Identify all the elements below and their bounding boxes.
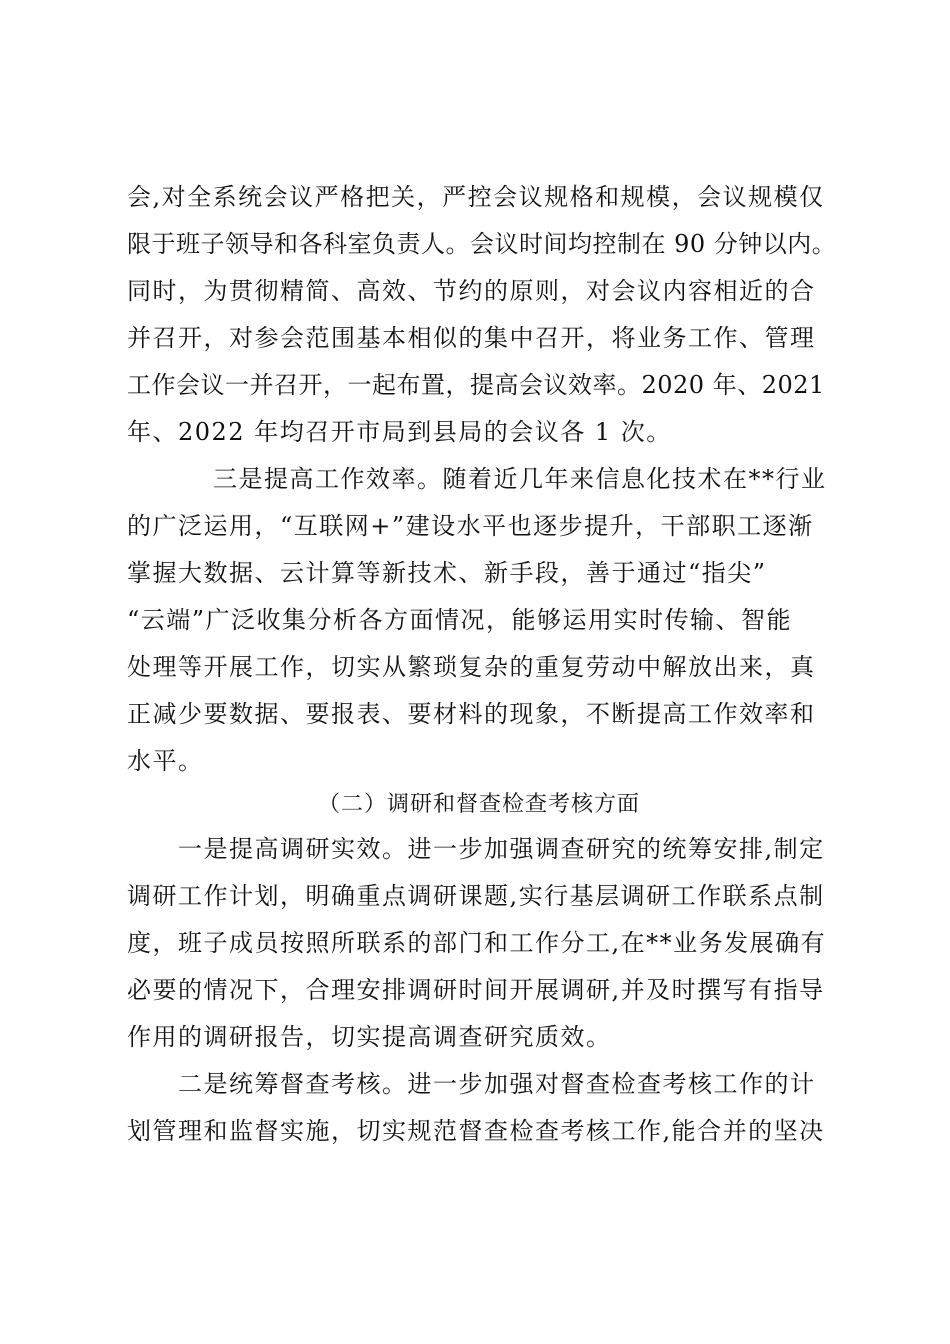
paragraph-line: 二是统筹督查考核。进一步加强对督查检查考核工作的计 (178, 1070, 816, 1098)
paragraph-line: 度，班子成员按照所联系的部门和工作分工,在**业务发展确有 (127, 929, 827, 957)
paragraph-line: 作用的调研报告，切实提高调查研究质效。 (127, 1023, 612, 1051)
paragraph-line: 并召开，对参会范围基本相似的集中召开，将业务工作、管理 (127, 324, 816, 352)
section-heading: （二）调研和督查检查考核方面 (318, 792, 641, 817)
paragraph-line: 处理等开展工作，切实从繁琐复杂的重复劳动中解放出来，真 (127, 653, 816, 681)
paragraph-line: 的广泛运用，“互联网+”建设水平也逐步提升，干部职工逐渐 (127, 512, 814, 540)
paragraph-line: 调研工作计划，明确重点调研课题,实行基层调研工作联系点制 (127, 882, 825, 910)
paragraph-line: 同时，为贯彻精简、高效、节约的原则，对会议内容相近的合 (127, 277, 816, 305)
paragraph-line: 工作会议一并召开，一起布置，提高会议效率。2020 年、2021 (127, 371, 825, 399)
paragraph-line: 掌握大数据、云计算等新技术、新手段，善于通过“指尖” (127, 559, 767, 587)
paragraph-line: 年、2022 年均召开市局到县局的会议各 1 次。 (127, 418, 672, 446)
paragraph-line: 必要的情况下，合理安排调研时间开展调研,并及时撰写有指导 (127, 976, 825, 1004)
paragraph-line: 正减少要数据、要报表、要材料的现象，不断提高工作效率和 (127, 700, 816, 728)
paragraph-line: 水平。 (127, 747, 204, 775)
paragraph-line: 限于班子领导和各科室负责人。会议时间均控制在 90 分钟以内。 (127, 230, 837, 258)
paragraph-line: 一是提高调研实效。进一步加强调查研究的统筹安排,制定 (178, 835, 825, 863)
paragraph-line: 三是提高工作效率。随着近几年来信息化技术在**行业 (213, 465, 827, 493)
paragraph-line: 会,对全系统会议严格把关，严控会议规格和规模，会议规模仅 (127, 183, 825, 211)
paragraph-line: 划管理和监督实施，切实规范督查检查考核工作,能合并的坚决 (127, 1117, 825, 1145)
paragraph-line: “云端”广泛收集分析各方面情况，能够运用实时传输、智能 (127, 606, 793, 634)
